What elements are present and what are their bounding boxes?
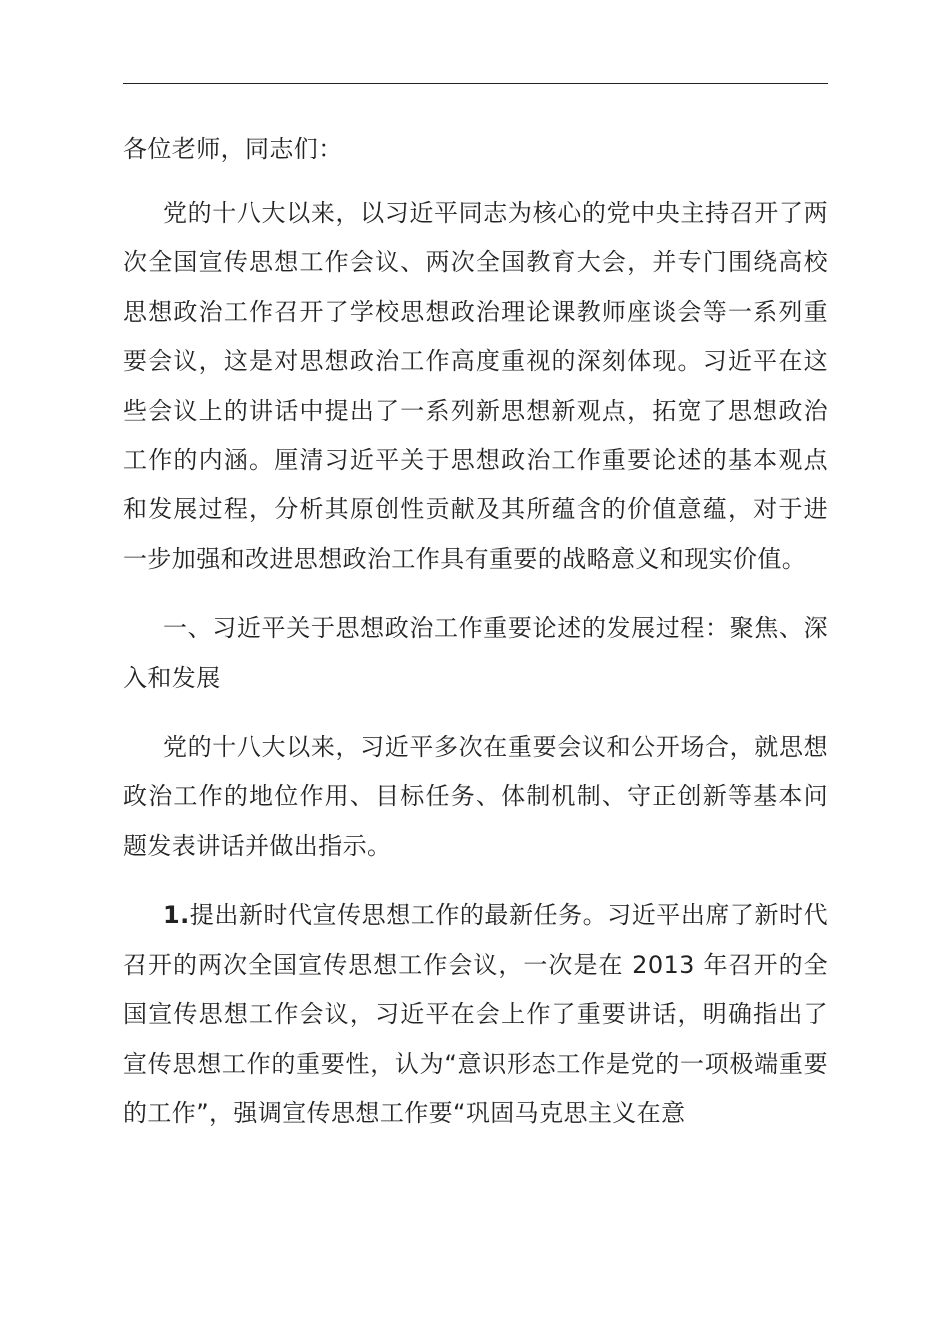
point-number: 1. <box>163 901 190 930</box>
header-rule <box>123 83 828 84</box>
point-text: 提出新时代宣传思想工作的最新任务。习近平出席了新时代召开的两次全国宣传思想工作会议，一次是在 2013 年召开的全国宣传思想工作会议，习近平在会上作了重要讲话，明确指出了宣传思想工作的重要性，认为“意识形态工作是党的一项极端重要的工作”，强调宣传思想工作要“巩固马克思主义在意 <box>123 901 828 1127</box>
section-heading-1: 一、习近平关于思想政治工作重要论述的发展过程：聚焦、深入和发展 <box>123 614 828 692</box>
paragraph-point-1 <box>123 891 828 1138</box>
paragraph-section-intro: 党的十八大以来，习近平多次在重要会议和公开场合，就思想政治工作的地位作用、目标任务、体制机制、守正创新等基本问题发表讲话并做出指示。 <box>123 733 828 860</box>
document-body <box>123 128 828 1138</box>
paragraph-intro: 党的十八大以来，以习近平同志为核心的党中央主持召开了两次全国宣传思想工作会议、两次全国教育大会，并专门围绕高校思想政治工作召开了学校思想政治理论课教师座谈会等一系列重要会议，这是对思想政治工作高度重视的深刻体现。习近平在这些会议上的讲话中提出了一系列新思想新观点，拓宽了思想政治工作的内涵。厘清习近平关于思想政治工作重要论述的基本观点和发展过程，分析其原创性贡献及其所蕴含的价值意蕴，对于进一步加强和改进思想政治工作具有重要的战略意义和现实价值。 <box>123 199 828 573</box>
greeting: 各位老师，同志们： <box>123 135 343 163</box>
